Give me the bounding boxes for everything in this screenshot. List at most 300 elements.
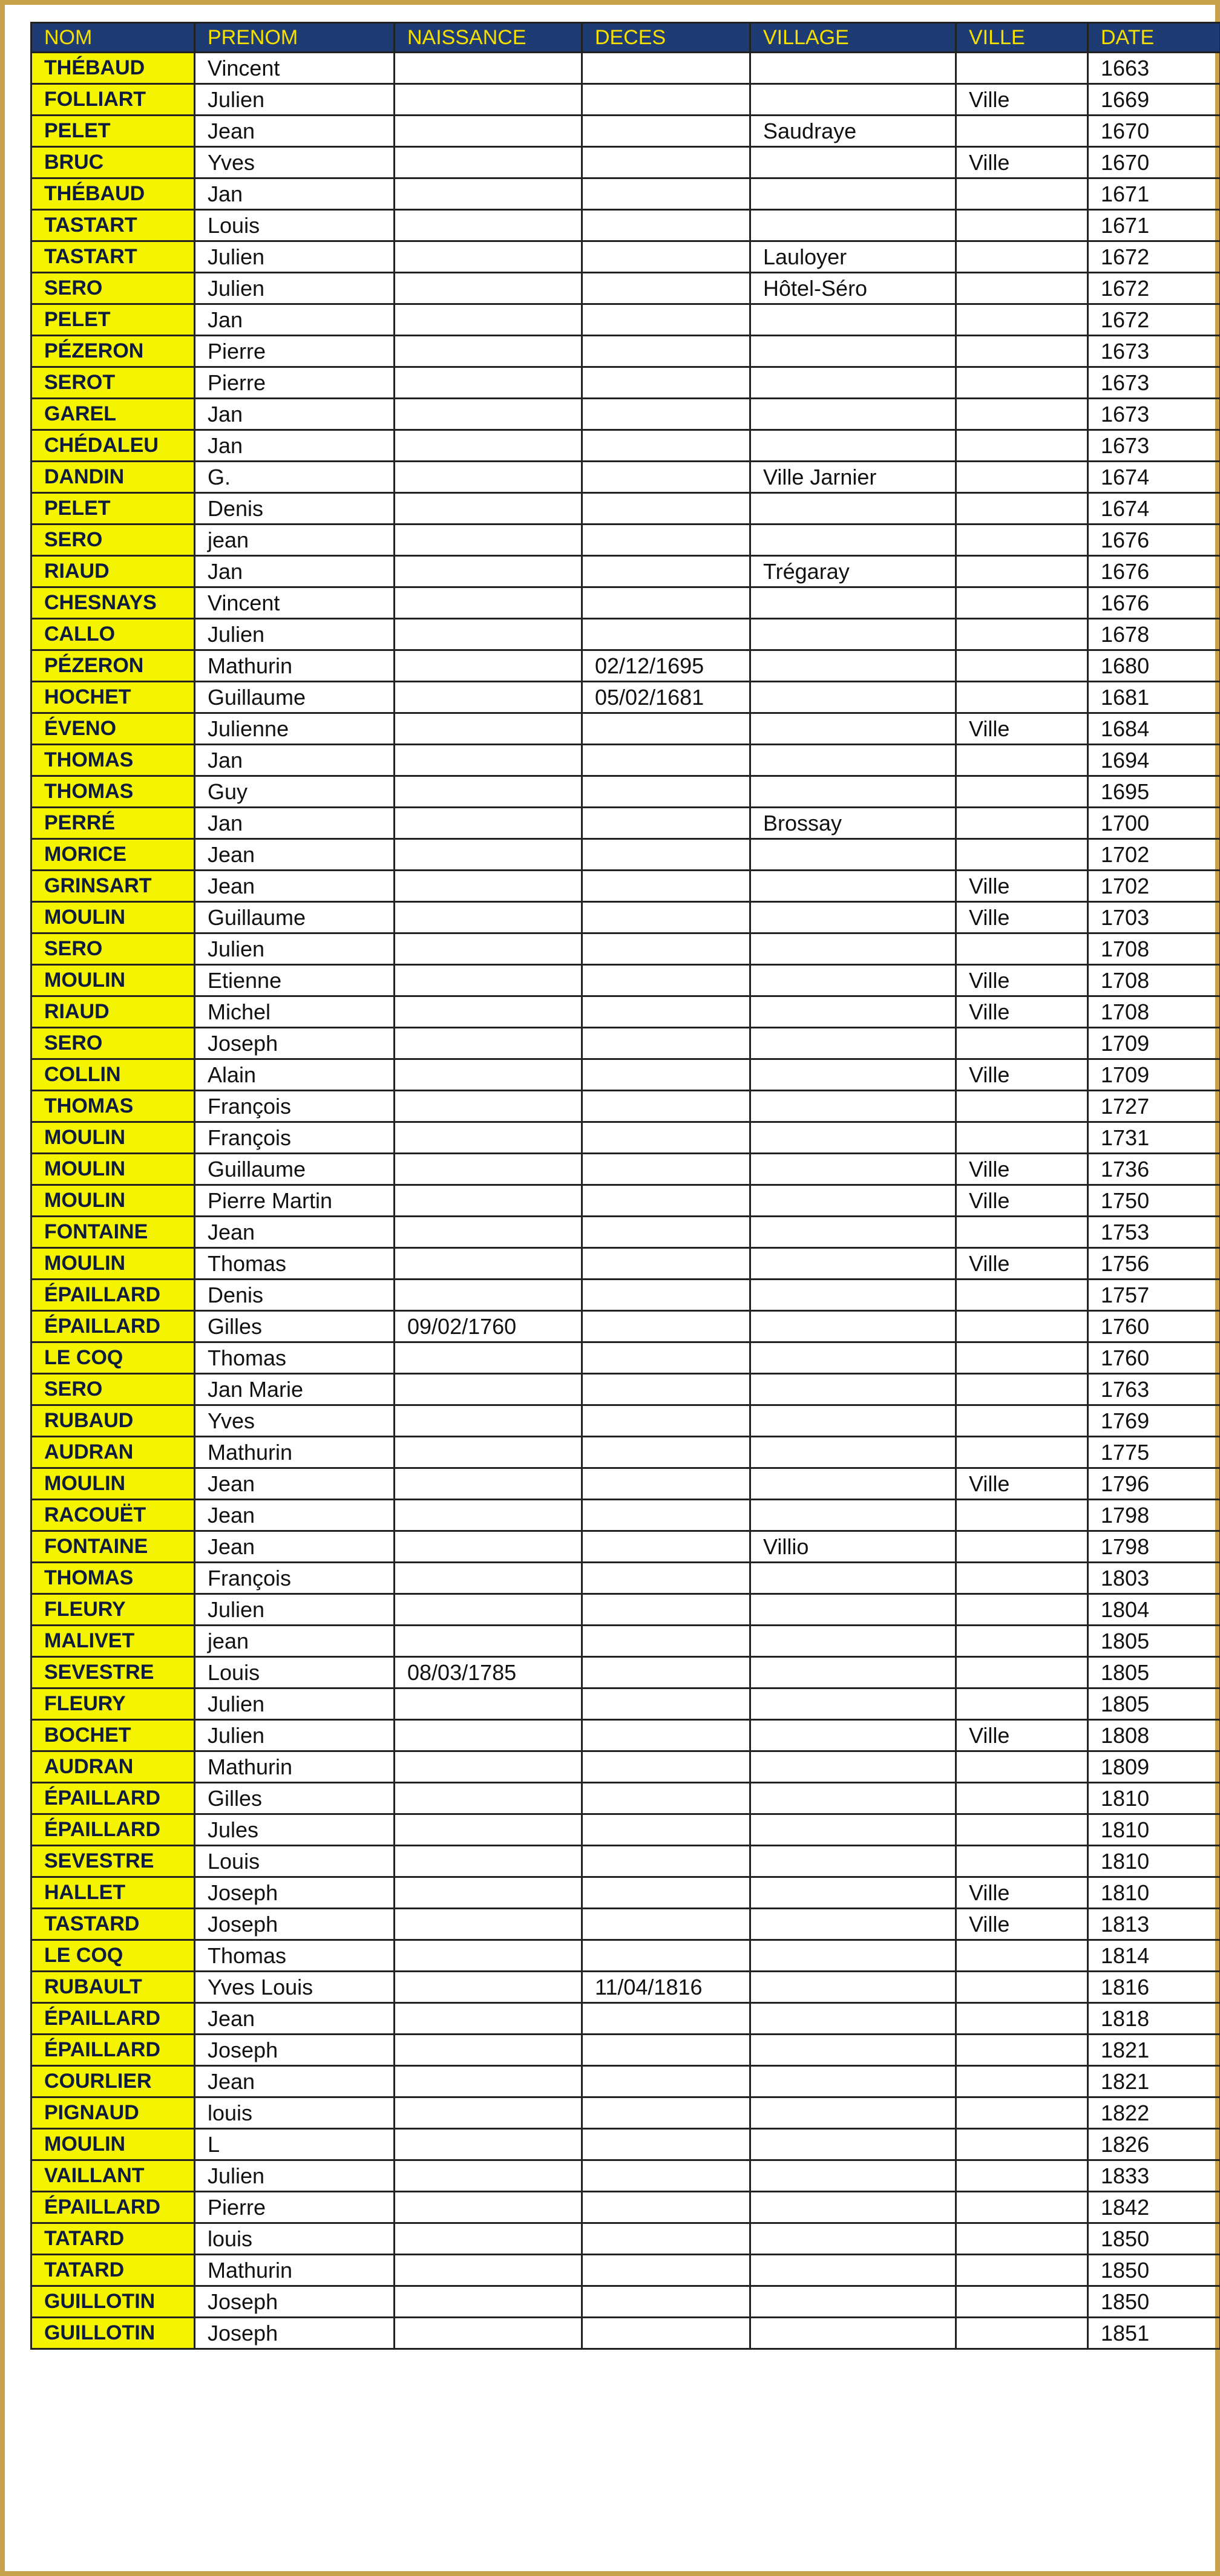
cell-ville [956,462,1088,493]
cell-naissance [395,241,582,273]
cell-naissance [395,430,582,462]
cell-date: 1842 [1088,2192,1220,2223]
table-row [31,399,1220,430]
cell-nom: MALIVET [31,1626,195,1657]
cell-ville [956,1783,1088,1814]
cell-date: 1663 [1088,53,1220,84]
cell-nom: PELET [31,493,195,525]
cell-ville: Ville [956,965,1088,996]
cell-nom: ÉPAILLARD [31,2035,195,2066]
table-row [31,2192,1220,2223]
cell-naissance [395,304,582,336]
cell-ville [956,273,1088,304]
header-ville: VILLE [956,23,1088,53]
table-row [31,336,1220,367]
cell-deces [582,996,750,1028]
cell-village [750,933,956,965]
table-row [31,273,1220,304]
cell-ville [956,933,1088,965]
cell-naissance [395,587,582,619]
cell-nom: AUDRAN [31,1751,195,1783]
cell-date: 1700 [1088,808,1220,839]
cell-prenom: Mathurin [195,650,395,682]
cell-date: 1676 [1088,525,1220,556]
cell-ville [956,53,1088,84]
cell-village [750,1688,956,1720]
cell-naissance [395,1909,582,1940]
cell-village [750,1846,956,1877]
cell-village [750,713,956,745]
cell-date: 1833 [1088,2160,1220,2192]
cell-deces [582,1185,750,1217]
table-row [31,776,1220,808]
cell-deces [582,1028,750,1059]
cell-prenom: Julien [195,619,395,650]
cell-village [750,1280,956,1311]
cell-nom: TATARD [31,2223,195,2255]
cell-prenom: Julien [195,1720,395,1751]
cell-village [750,2286,956,2318]
cell-naissance [395,1437,582,1468]
cell-nom: GRINSART [31,871,195,902]
cell-naissance [395,2066,582,2097]
cell-nom: FONTAINE [31,1531,195,1563]
cell-naissance [395,1751,582,1783]
cell-date: 1702 [1088,871,1220,902]
cell-prenom: louis [195,2097,395,2129]
cell-prenom: jean [195,525,395,556]
cell-deces [582,776,750,808]
cell-naissance [395,1626,582,1657]
table-row [31,871,1220,902]
cell-prenom: Pierre [195,2192,395,2223]
cell-deces [582,430,750,462]
cell-ville [956,1940,1088,1972]
table-row [31,1783,1220,1814]
cell-ville [956,2003,1088,2035]
cell-deces [582,1846,750,1877]
table-row [31,1563,1220,1594]
cell-deces [582,399,750,430]
cell-prenom: Mathurin [195,1751,395,1783]
cell-deces [582,2255,750,2286]
cell-nom: FONTAINE [31,1217,195,1248]
cell-nom: TASTART [31,241,195,273]
cell-nom: THOMAS [31,745,195,776]
cell-date: 1727 [1088,1091,1220,1122]
cell-village [750,1185,956,1217]
cell-deces [582,933,750,965]
cell-prenom: Julien [195,2160,395,2192]
header-prenom: PRENOM [195,23,395,53]
cell-prenom: jean [195,1626,395,1657]
table-row [31,2223,1220,2255]
table-row [31,1028,1220,1059]
cell-deces [582,304,750,336]
cell-ville [956,1500,1088,1531]
cell-village [750,776,956,808]
cell-naissance [395,682,582,713]
cell-date: 1822 [1088,2097,1220,2129]
table-row [31,682,1220,713]
cell-date: 1703 [1088,902,1220,933]
cell-naissance [395,116,582,147]
cell-date: 1672 [1088,241,1220,273]
cell-nom: CHÉDALEU [31,430,195,462]
cell-ville [956,2286,1088,2318]
cell-deces [582,2318,750,2349]
document-frame [5,5,1215,2571]
cell-prenom: Yves Louis [195,1972,395,2003]
table-row [31,1185,1220,1217]
cell-ville: Ville [956,1059,1088,1091]
cell-nom: FOLLIART [31,84,195,116]
cell-naissance [395,367,582,399]
cell-village [750,1217,956,1248]
cell-nom: ÉPAILLARD [31,2192,195,2223]
cell-deces [582,241,750,273]
cell-village [750,1154,956,1185]
cell-ville: Ville [956,902,1088,933]
cell-village [750,871,956,902]
cell-village [750,1028,956,1059]
table-row [31,2129,1220,2160]
cell-ville: Ville [956,84,1088,116]
cell-nom: SEVESTRE [31,1846,195,1877]
cell-naissance [395,556,582,587]
cell-prenom: Jules [195,1814,395,1846]
cell-ville [956,116,1088,147]
cell-prenom: Louis [195,1657,395,1688]
table-row [31,650,1220,682]
cell-village [750,178,956,210]
cell-ville [956,619,1088,650]
cell-prenom: Thomas [195,1940,395,1972]
cell-date: 1709 [1088,1028,1220,1059]
cell-date: 1672 [1088,273,1220,304]
cell-date: 1760 [1088,1342,1220,1374]
cell-deces [582,210,750,241]
cell-prenom: Denis [195,1280,395,1311]
cell-nom: PELET [31,304,195,336]
cell-prenom: Julienne [195,713,395,745]
cell-date: 1702 [1088,839,1220,871]
cell-ville [956,336,1088,367]
cell-date: 1694 [1088,745,1220,776]
cell-nom: RIAUD [31,556,195,587]
cell-nom: TATARD [31,2255,195,2286]
cell-village [750,2223,956,2255]
table-row [31,1091,1220,1122]
cell-naissance: 09/02/1760 [395,1311,582,1342]
cell-date: 1826 [1088,2129,1220,2160]
table-row [31,1217,1220,1248]
cell-prenom: Jan [195,178,395,210]
cell-naissance [395,2035,582,2066]
cell-village [750,1972,956,2003]
cell-village [750,745,956,776]
table-row [31,178,1220,210]
cell-date: 1736 [1088,1154,1220,1185]
cell-deces [582,1909,750,1940]
cell-prenom: louis [195,2223,395,2255]
cell-village [750,525,956,556]
cell-nom: TASTART [31,210,195,241]
cell-village [750,1814,956,1846]
cell-ville [956,1437,1088,1468]
cell-ville [956,1122,1088,1154]
table-row [31,1657,1220,1688]
cell-village [750,2129,956,2160]
cell-deces [582,336,750,367]
cell-ville [956,2035,1088,2066]
cell-ville: Ville [956,1468,1088,1500]
table-row [31,525,1220,556]
cell-naissance [395,808,582,839]
cell-village [750,1248,956,1280]
table-row [31,965,1220,996]
table-row [31,1311,1220,1342]
cell-ville [956,399,1088,430]
cell-date: 1796 [1088,1468,1220,1500]
table-header [31,23,1220,53]
cell-naissance [395,1563,582,1594]
header-date: DATE [1088,23,1220,53]
cell-nom: MOULIN [31,1468,195,1500]
cell-nom: SERO [31,1374,195,1405]
cell-deces [582,1342,750,1374]
cell-date: 1804 [1088,1594,1220,1626]
cell-naissance [395,713,582,745]
table-row [31,1154,1220,1185]
cell-ville: Ville [956,996,1088,1028]
cell-date: 1670 [1088,147,1220,178]
cell-village [750,1940,956,1972]
cell-ville [956,1972,1088,2003]
table-row [31,2066,1220,2097]
cell-village [750,1342,956,1374]
cell-deces [582,1688,750,1720]
cell-naissance [395,2129,582,2160]
cell-ville [956,1405,1088,1437]
cell-naissance [395,147,582,178]
cell-nom: SERO [31,273,195,304]
table-row [31,493,1220,525]
cell-deces [582,1783,750,1814]
table-row [31,1751,1220,1783]
table-row [31,1280,1220,1311]
cell-naissance [395,1342,582,1374]
header-row [31,23,1220,53]
cell-ville [956,2255,1088,2286]
cell-date: 1676 [1088,587,1220,619]
cell-naissance [395,1248,582,1280]
table-row [31,745,1220,776]
cell-village [750,210,956,241]
cell-deces [582,1531,750,1563]
cell-nom: RIAUD [31,996,195,1028]
cell-date: 1681 [1088,682,1220,713]
cell-naissance [395,1940,582,1972]
cell-deces [582,84,750,116]
cell-date: 1769 [1088,1405,1220,1437]
cell-village [750,1563,956,1594]
table-row [31,462,1220,493]
cell-village: Ville Jarnier [750,462,956,493]
cell-date: 1709 [1088,1059,1220,1091]
cell-naissance [395,525,582,556]
cell-deces [582,493,750,525]
cell-village [750,996,956,1028]
table-row [31,839,1220,871]
cell-village [750,682,956,713]
cell-date: 1809 [1088,1751,1220,1783]
cell-naissance [395,1972,582,2003]
cell-date: 1756 [1088,1248,1220,1280]
cell-prenom: Jean [195,2066,395,2097]
cell-naissance [395,619,582,650]
cell-deces [582,2192,750,2223]
cell-date: 1805 [1088,1657,1220,1688]
table-row [31,2160,1220,2192]
cell-deces [582,2160,750,2192]
cell-prenom: Julien [195,273,395,304]
cell-village [750,1594,956,1626]
table-row [31,1059,1220,1091]
cell-ville [956,1657,1088,1688]
cell-naissance [395,2255,582,2286]
cell-naissance [395,462,582,493]
cell-prenom: Mathurin [195,2255,395,2286]
cell-prenom: L [195,2129,395,2160]
cell-naissance [395,2160,582,2192]
cell-naissance [395,399,582,430]
table-row [31,556,1220,587]
cell-village [750,1500,956,1531]
cell-naissance [395,1059,582,1091]
genealogy-table [30,22,1220,2350]
cell-prenom: Etienne [195,965,395,996]
table-row [31,1248,1220,1280]
table-row [31,808,1220,839]
cell-ville: Ville [956,1248,1088,1280]
cell-ville [956,304,1088,336]
cell-date: 1671 [1088,178,1220,210]
cell-village [750,147,956,178]
cell-village: Saudraye [750,116,956,147]
cell-nom: MOULIN [31,1185,195,1217]
cell-prenom: François [195,1091,395,1122]
cell-prenom: Jean [195,839,395,871]
cell-nom: ÉPAILLARD [31,1814,195,1846]
cell-nom: MOULIN [31,1122,195,1154]
cell-nom: ÉPAILLARD [31,2003,195,2035]
cell-naissance [395,1594,582,1626]
cell-ville [956,587,1088,619]
cell-deces [582,2223,750,2255]
table-row [31,1909,1220,1940]
table-row [31,587,1220,619]
cell-deces: 11/04/1816 [582,1972,750,2003]
table-row [31,147,1220,178]
cell-ville [956,2318,1088,2349]
cell-naissance [395,1688,582,1720]
cell-deces [582,1405,750,1437]
cell-prenom: Gilles [195,1783,395,1814]
cell-ville: Ville [956,1720,1088,1751]
cell-naissance [395,776,582,808]
cell-prenom: Pierre [195,367,395,399]
cell-deces: 02/12/1695 [582,650,750,682]
table-row [31,1531,1220,1563]
table-row [31,1122,1220,1154]
cell-date: 1808 [1088,1720,1220,1751]
header-village: VILLAGE [750,23,956,53]
cell-prenom: Vincent [195,587,395,619]
table-row [31,902,1220,933]
cell-prenom: Louis [195,210,395,241]
cell-village [750,2160,956,2192]
cell-ville: Ville [956,1185,1088,1217]
cell-deces [582,1720,750,1751]
cell-village [750,493,956,525]
cell-village: Brossay [750,808,956,839]
cell-ville [956,430,1088,462]
cell-prenom: Julien [195,933,395,965]
cell-naissance [395,650,582,682]
cell-prenom: Jan [195,745,395,776]
table-row [31,1626,1220,1657]
cell-prenom: Guillaume [195,1154,395,1185]
cell-prenom: Jean [195,1500,395,1531]
cell-naissance [395,1531,582,1563]
cell-naissance [395,1374,582,1405]
cell-date: 1684 [1088,713,1220,745]
cell-deces [582,273,750,304]
cell-nom: THOMAS [31,1563,195,1594]
cell-deces [582,1940,750,1972]
cell-prenom: Guy [195,776,395,808]
cell-nom: RUBAULT [31,1972,195,2003]
cell-ville [956,2223,1088,2255]
cell-ville [956,650,1088,682]
table-row [31,713,1220,745]
cell-date: 1814 [1088,1940,1220,1972]
cell-deces [582,1594,750,1626]
cell-prenom: Jean [195,2003,395,2035]
cell-prenom: Jan [195,399,395,430]
cell-ville [956,1688,1088,1720]
cell-naissance [395,53,582,84]
cell-nom: MOULIN [31,2129,195,2160]
cell-nom: MOULIN [31,902,195,933]
cell-deces [582,1248,750,1280]
cell-date: 1670 [1088,116,1220,147]
cell-village [750,2192,956,2223]
cell-village [750,902,956,933]
cell-prenom: Mathurin [195,1437,395,1468]
cell-deces [582,2003,750,2035]
cell-date: 1676 [1088,556,1220,587]
cell-deces [582,965,750,996]
cell-ville [956,367,1088,399]
cell-ville [956,839,1088,871]
cell-nom: AUDRAN [31,1437,195,1468]
cell-deces [582,525,750,556]
cell-date: 1798 [1088,1531,1220,1563]
cell-date: 1816 [1088,1972,1220,2003]
cell-prenom: Julien [195,1594,395,1626]
